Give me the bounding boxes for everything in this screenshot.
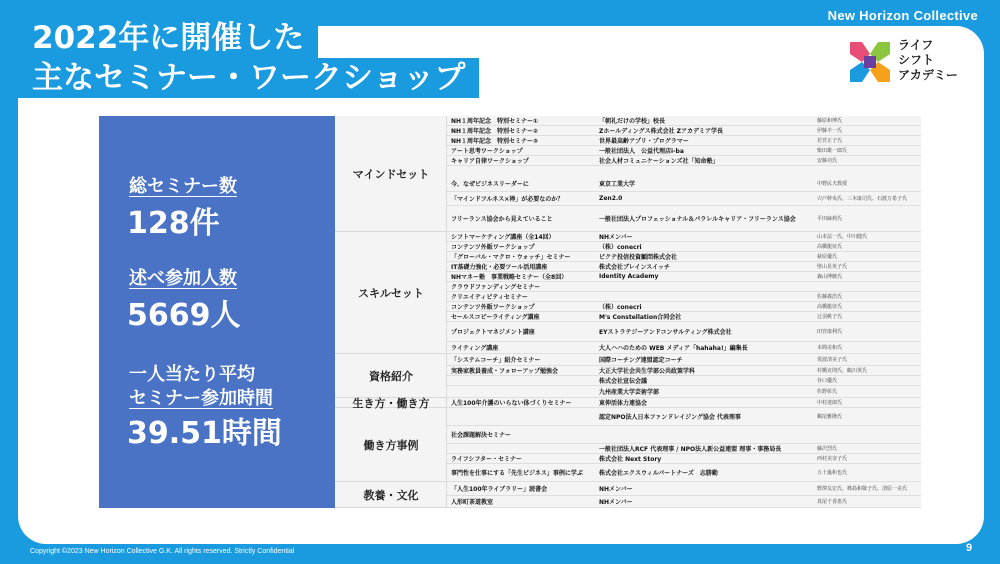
seminar-title-cell: NH１周年記念 特別セミナー② bbox=[451, 128, 539, 135]
seminar-title-cell: ライティング講座 bbox=[451, 345, 499, 352]
seminar-title-cell: NH１周年記念 特別セミナー③ bbox=[451, 138, 539, 145]
seminar-title-cell: クラウドファンディングセミナー bbox=[451, 284, 541, 291]
seminar-title-cell: 「人生100年ライブラリー」読書会 bbox=[451, 486, 548, 493]
seminar-title-cell: IT基礎力強化・必要ツール活用講座 bbox=[451, 264, 548, 271]
speaker-names-cell: 森山博暁氏 bbox=[817, 274, 843, 280]
seminar-title-cell: 「グローバル・マクロ・ウォッチ」セミナー bbox=[451, 254, 571, 261]
category-cell: 教養・文化 bbox=[335, 482, 447, 508]
speaker-names-cell: 若宮正子氏 bbox=[817, 138, 843, 144]
avg-time-value: 39.51時間 bbox=[127, 416, 282, 451]
speaker-org-cell: ピクテ投信投資顧問株式会社 bbox=[599, 254, 678, 261]
brand-name: New Horizon Collective bbox=[827, 8, 978, 23]
speaker-names-cell: 藤原和博氏 bbox=[817, 118, 843, 124]
speaker-org-cell: Identity Academy bbox=[599, 273, 659, 280]
speaker-org-cell: Zホールディングス株式会社 Zアカデミア学長 bbox=[599, 128, 723, 135]
table-row bbox=[447, 398, 921, 408]
speaker-names-cell: 中野民夫教授 bbox=[817, 181, 848, 187]
seminar-title-cell: クリエイティビティセミナー bbox=[451, 294, 528, 301]
table-row bbox=[447, 312, 921, 322]
table-row bbox=[447, 242, 921, 252]
speaker-names-cell: 鵜尾雅隆氏 bbox=[817, 414, 843, 420]
table-row bbox=[447, 496, 921, 508]
speaker-org-cell: 東伸活体力連協会 bbox=[599, 400, 648, 407]
speaker-org-cell: 株式会社宣伝会議 bbox=[599, 378, 648, 385]
speaker-org-cell: （株）conecri bbox=[599, 304, 642, 311]
speaker-names-cell: 安藤功氏 bbox=[817, 158, 838, 164]
table-row bbox=[447, 408, 921, 426]
speaker-names-cell: 山本法一氏、中川健氏 bbox=[817, 234, 868, 240]
page-title-line2: 主なセミナー・ワークショップ bbox=[18, 58, 479, 98]
speaker-names-cell: 高橋龍征氏 bbox=[817, 304, 843, 310]
page-title-line1: 2022年に開催した bbox=[18, 18, 318, 58]
speaker-names-cell: 野澤友宏氏、篠島和敬子氏、清原一美氏 bbox=[817, 486, 908, 492]
logo-text bbox=[898, 38, 958, 83]
speaker-org-cell: 大人ハハのための WEB メディア「hahaha!」編集長 bbox=[599, 345, 748, 352]
table-row bbox=[447, 116, 921, 126]
table-row bbox=[447, 176, 921, 192]
speaker-org-cell: 東京工業大学 bbox=[599, 181, 636, 188]
speaker-org-cell: 世界最高齢アプリ・プログラマー bbox=[599, 138, 689, 145]
speaker-org-cell: 社会人材コミュニケーションズ社「知命塾」 bbox=[599, 158, 719, 165]
category-cell: マインドセット bbox=[335, 116, 447, 232]
seminar-title-cell: 今、なぜビジネスリーダーに bbox=[451, 181, 529, 188]
table-row bbox=[447, 272, 921, 282]
speaker-org-cell: Zen2.0 bbox=[599, 195, 623, 202]
table-row bbox=[447, 232, 921, 242]
page-number: 9 bbox=[966, 542, 973, 554]
table-row bbox=[447, 156, 921, 166]
speaker-names-cell: 佐藤義浩氏 bbox=[817, 294, 843, 300]
avg-time-label: セミナー参加時間 bbox=[129, 388, 273, 409]
speaker-org-cell: 株式会社 Next Story bbox=[599, 456, 662, 463]
speaker-names-cell: 本間美和氏 bbox=[817, 345, 843, 351]
speaker-names-cell: 伊藤羊一氏 bbox=[817, 128, 843, 134]
speaker-names-cell: 柴田雄一郎氏 bbox=[817, 148, 848, 154]
speaker-org-cell: 一般社団法人 公益代理店i-ba bbox=[599, 148, 684, 155]
speaker-names-cell: 田宮康利氏 bbox=[817, 329, 843, 335]
table-row bbox=[447, 464, 921, 482]
seminar-title-cell: ライフシフター・セミナー bbox=[451, 456, 522, 463]
table-row bbox=[447, 282, 921, 292]
table-row bbox=[447, 366, 921, 376]
category-cell: 働き方事例 bbox=[335, 408, 447, 482]
category-cell: 生き方・働き方 bbox=[335, 398, 447, 408]
speaker-org-cell: （株）conecri bbox=[599, 244, 642, 251]
seminar-title-cell: プロジェクトマネジメント講座 bbox=[451, 329, 535, 336]
speaker-org-cell: NHメンバー bbox=[599, 234, 633, 241]
speaker-names-cell: 佐野彰氏 bbox=[817, 389, 838, 395]
category-cell: スキルセット bbox=[335, 232, 447, 354]
logo-mark-icon bbox=[848, 40, 892, 84]
table-row bbox=[447, 386, 921, 398]
table-row bbox=[447, 206, 921, 232]
speaker-names-cell: 平田麻莉氏 bbox=[817, 216, 843, 222]
speaker-names-cell: 辻羽桃子氏 bbox=[817, 314, 843, 320]
speaker-names-cell: 中村達郎氏 bbox=[817, 400, 843, 406]
speaker-names-cell: 高橋龍征氏 bbox=[817, 244, 843, 250]
speaker-names-cell: 萩原優氏 bbox=[817, 254, 838, 260]
speaker-org-cell: 九州産業大学芸術学部 bbox=[599, 389, 660, 396]
seminar-title-cell: フリーランス協会から見えていること bbox=[451, 216, 553, 223]
table-row bbox=[447, 354, 921, 366]
speaker-org-cell: EYストラテジーアンドコンサルティング株式会社 bbox=[599, 329, 732, 336]
table-row bbox=[447, 454, 921, 464]
speaker-org-cell: 国際コーチング連盟認定コーチ bbox=[599, 357, 683, 364]
seminar-title-cell: 事門性を仕事にする「先生ビジネス」事例に学ぶ bbox=[451, 470, 583, 477]
seminar-title-cell: キャリア自律ワークショップ bbox=[451, 158, 529, 165]
speaker-org-cell: 株式会社ブレインスイッチ bbox=[599, 264, 671, 271]
table-row bbox=[447, 444, 921, 454]
seminar-title-cell: セールスコピーライティング講座 bbox=[451, 314, 540, 321]
speaker-org-cell: 一般社団法人プロフェッショナル＆パラレルキャリア・フリーランス協会 bbox=[599, 216, 796, 223]
logo-line1: ライフ bbox=[898, 38, 934, 52]
speaker-names-cell: 谷口優氏 bbox=[817, 378, 838, 384]
table-row bbox=[447, 482, 921, 496]
speaker-names-cell: 真尾千香恵氏 bbox=[817, 499, 848, 505]
seminar-title-cell: コンテンツ外販ワークショップ bbox=[451, 244, 535, 251]
table-row bbox=[447, 252, 921, 262]
speaker-org-cell: NHメンバー bbox=[599, 486, 633, 493]
speaker-names-cell: 壁山晃英子氏 bbox=[817, 264, 848, 270]
table-row bbox=[447, 426, 921, 444]
speaker-org-cell: 「朝礼だけの学校」校長 bbox=[599, 118, 666, 125]
seminar-title-cell: コンテンツ外販ワークショップ bbox=[451, 304, 535, 311]
table-row bbox=[447, 146, 921, 156]
speaker-org-cell: M's Constellation合同会社 bbox=[599, 314, 682, 321]
seminar-title-cell: 社会課題解決セミナー bbox=[451, 432, 512, 439]
participants-value: 5669人 bbox=[127, 298, 241, 333]
speaker-org-cell: 一般社団法人RCF 代表理事 / NPO法人新公益連盟 理事・事務局長 bbox=[599, 446, 782, 453]
speaker-names-cell: 村橋克則氏、鶴川英氏 bbox=[817, 368, 868, 374]
seminar-title-cell: NH１周年記念 特別セミナー① bbox=[451, 118, 539, 125]
logo-line2: シフト bbox=[898, 53, 935, 67]
table-row bbox=[447, 262, 921, 272]
total-seminars-value: 128件 bbox=[127, 206, 220, 241]
table-row bbox=[447, 136, 921, 146]
speaker-names-cell: 西村美奈子氏 bbox=[817, 456, 848, 462]
table-row bbox=[447, 342, 921, 354]
table-row bbox=[447, 302, 921, 312]
seminar-title-cell: 「システムコーチ」紹介セミナー bbox=[451, 357, 541, 364]
speaker-names-cell: 藤沢烈氏 bbox=[817, 446, 838, 452]
seminar-title-cell: アート思考ワークショップ bbox=[451, 148, 523, 155]
seminar-title-cell: 実務家教員養成・フォローアップ勉強会 bbox=[451, 368, 558, 375]
seminar-title-cell: シフトマーケティング講座（全14回） bbox=[451, 234, 555, 241]
table-row bbox=[447, 126, 921, 136]
stats-panel bbox=[99, 116, 335, 508]
total-seminars-label: 総セミナー数 bbox=[129, 176, 237, 197]
avg-prefix: 一人当たり平均 bbox=[129, 364, 255, 385]
life-shift-academy-logo bbox=[848, 38, 978, 88]
seminar-title-cell: 人形町茶道教室 bbox=[451, 499, 494, 506]
table-row bbox=[447, 292, 921, 302]
table-row bbox=[447, 376, 921, 386]
speaker-org-cell: NHメンバー bbox=[599, 499, 633, 506]
participants-label: 述べ参加人数 bbox=[129, 268, 237, 289]
category-column bbox=[335, 116, 447, 508]
table-row bbox=[447, 322, 921, 342]
speaker-org-cell: 株式会社エクスウィルパートナーズ 志勝勤 bbox=[599, 470, 718, 477]
seminar-title-cell: 「マインドフルネス×禅」が必要なのか？ bbox=[451, 196, 564, 203]
copyright-text: Copyright ©2023 New Horizon Collective G.K. All rights reserved. Strictly Confidential bbox=[30, 548, 295, 555]
speaker-names-cell: 愛波清美子氏 bbox=[817, 357, 848, 363]
logo-line3: アカデミー bbox=[898, 68, 958, 82]
seminar-title-cell: 人生100年介護のいらない体づくりセミナー bbox=[451, 400, 572, 407]
seminar-table bbox=[335, 116, 921, 508]
speaker-org-cell: 認定NPO法人日本ファンドレイジング協会 代表理事 bbox=[599, 414, 741, 421]
table-row bbox=[447, 192, 921, 206]
speaker-names-cell: 宍戸幹央氏、三木康司氏、石渡万希子氏 bbox=[817, 196, 908, 202]
speaker-org-cell: 大正大学社会共生学部公共政策学科 bbox=[599, 368, 696, 375]
seminar-title-cell: NHマネー塾 事業戦略セミナー（全8回） bbox=[451, 274, 568, 281]
speaker-names-cell: 五十嵐和也氏 bbox=[817, 470, 848, 476]
category-cell: 資格紹介 bbox=[335, 354, 447, 398]
